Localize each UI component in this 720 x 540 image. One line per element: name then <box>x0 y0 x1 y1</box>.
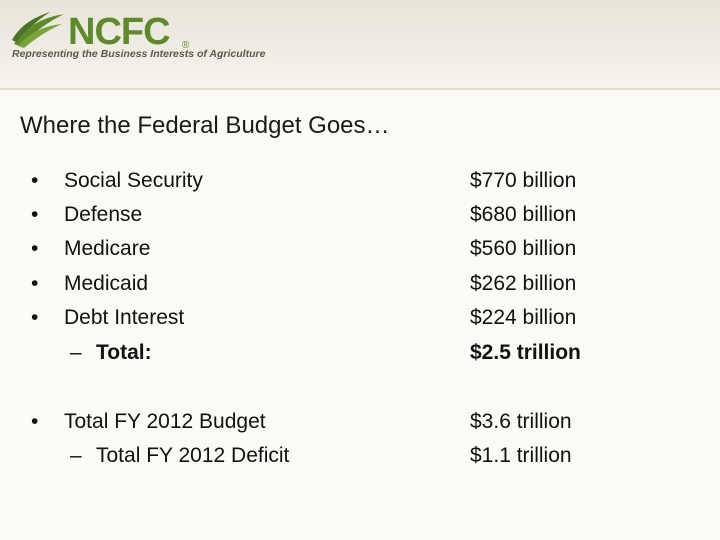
item-value: $560 billion <box>470 237 577 260</box>
budget-label: Total FY 2012 Budget <box>64 410 266 433</box>
total-row <box>0 336 720 370</box>
item-value: $262 billion <box>470 272 577 295</box>
logo-wordmark: NCFC <box>68 11 170 53</box>
bullet-glyph: • <box>31 306 39 329</box>
deficit-value: $1.1 trillion <box>470 444 572 467</box>
bullet-glyph: • <box>31 169 39 192</box>
budget-value: $3.6 trillion <box>470 410 572 433</box>
budget-item-row <box>0 301 720 335</box>
item-value: $680 billion <box>470 203 577 226</box>
wheat-leaf-icon <box>10 10 68 50</box>
bullet-glyph: • <box>31 410 39 433</box>
slide-title: Where the Federal Budget Goes… <box>20 112 390 139</box>
item-label: Debt Interest <box>64 306 185 329</box>
logo-registered-mark: ® <box>182 40 190 51</box>
bullet-glyph: • <box>31 237 39 260</box>
budget-item-row <box>0 267 720 301</box>
item-label: Medicare <box>64 237 151 260</box>
sub-dash: – <box>70 444 82 467</box>
ncfc-logo <box>10 10 270 66</box>
item-label: Social Security <box>64 169 203 192</box>
budget-item-row <box>0 164 720 198</box>
budget-item-row <box>0 198 720 232</box>
deficit-label: Total FY 2012 Deficit <box>96 444 290 467</box>
item-value: $770 billion <box>470 169 577 192</box>
item-label: Medicaid <box>64 272 149 295</box>
header-band <box>0 0 720 90</box>
bullet-glyph: • <box>31 272 39 295</box>
total-label: Total: <box>96 341 152 364</box>
bullet-glyph: • <box>31 203 39 226</box>
total-value: $2.5 trillion <box>470 341 581 364</box>
logo-tagline: Representing the Business Interests of Agriculture <box>12 48 266 60</box>
item-label: Defense <box>64 203 143 226</box>
item-value: $224 billion <box>470 306 577 329</box>
budget-item-row <box>0 232 720 266</box>
sub-dash: – <box>70 341 82 364</box>
fy2012-budget-row <box>0 405 720 439</box>
fy2012-deficit-row <box>0 439 720 473</box>
